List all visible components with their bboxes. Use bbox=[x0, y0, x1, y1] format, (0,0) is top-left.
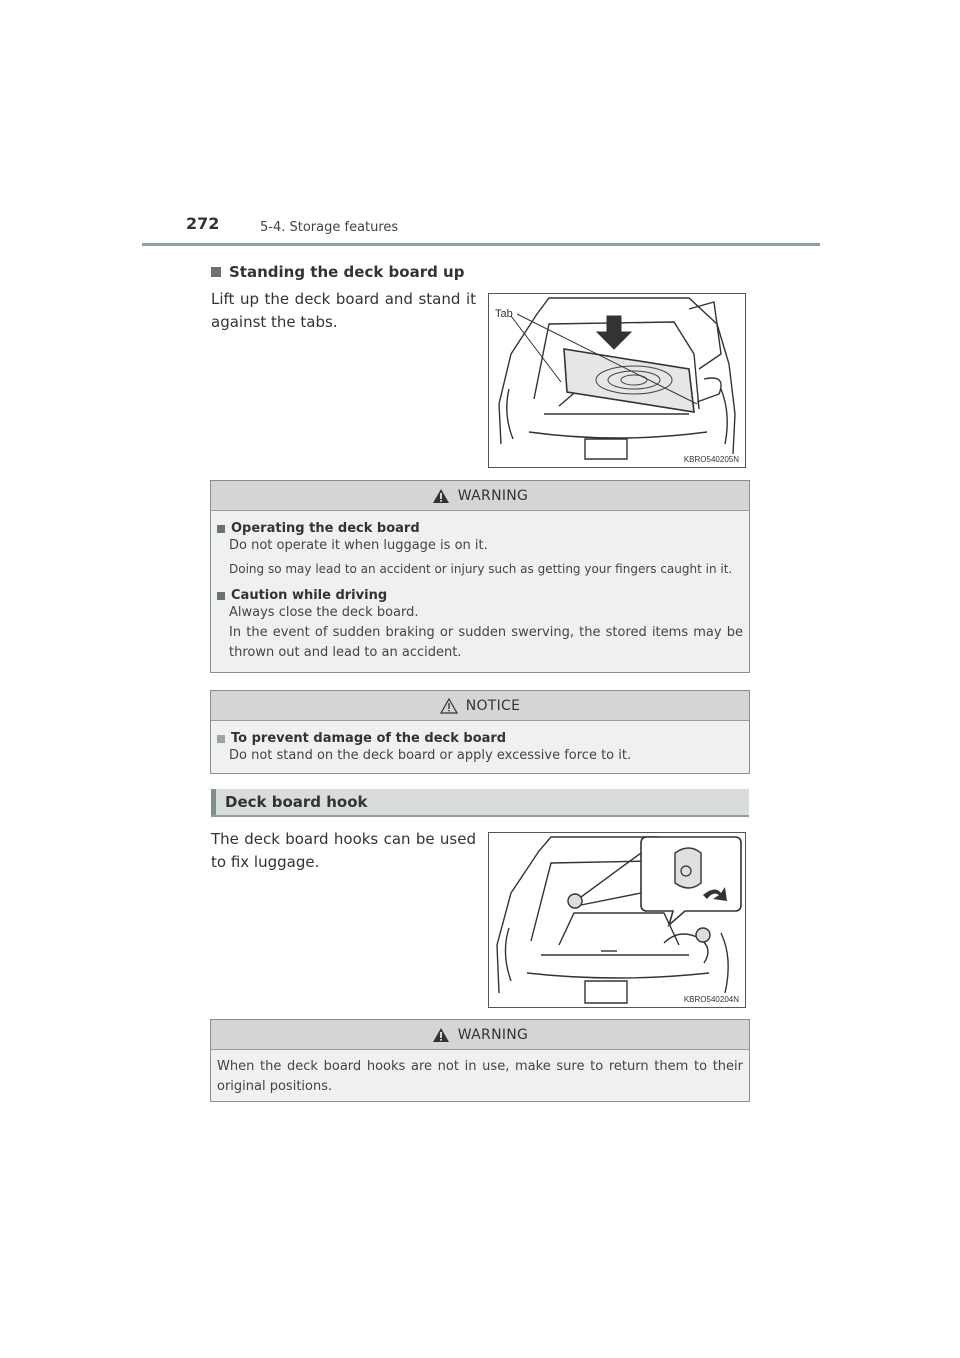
warning-box-deck-board bbox=[210, 480, 750, 673]
warning-text: When the deck board hooks are not in use, make sure to return them to their original positions. bbox=[217, 1059, 743, 1094]
trunk-hook-illustration bbox=[489, 833, 745, 1007]
warning-body bbox=[211, 511, 749, 669]
deck-hook-heading bbox=[211, 789, 749, 817]
caution-icon bbox=[440, 698, 458, 714]
deck-hook-heading-text: Deck board hook bbox=[225, 793, 368, 811]
notice-body bbox=[211, 721, 749, 772]
figure-deck-board-standing bbox=[488, 293, 746, 468]
notice-text: Do not stand on the deck board or apply excessive force to it. bbox=[229, 748, 632, 763]
figure-deck-board-hook bbox=[488, 832, 746, 1008]
warning-item-line: Do not operate it when luggage is on it. bbox=[229, 538, 488, 553]
car-trunk-illustration bbox=[489, 294, 745, 467]
heading-bar bbox=[211, 789, 216, 815]
warning-body bbox=[211, 1050, 749, 1103]
warning-icon bbox=[432, 1027, 450, 1043]
warning-box-deck-hook bbox=[210, 1019, 750, 1102]
notice-item-title: To prevent damage of the deck board bbox=[217, 731, 743, 746]
warning-header bbox=[211, 481, 749, 511]
standing-heading bbox=[211, 263, 464, 281]
section-title: 5-4. Storage features bbox=[260, 220, 399, 235]
notice-title: NOTICE bbox=[465, 697, 521, 714]
warning-header bbox=[211, 1020, 749, 1050]
deck-hook-text: The deck board hooks can be used to fix luggage. bbox=[211, 830, 476, 871]
header-rule bbox=[142, 243, 820, 246]
square-bullet-icon bbox=[217, 525, 225, 533]
figure-code: KBRO540204N bbox=[683, 995, 739, 1004]
tab-callout: Tab bbox=[495, 308, 513, 320]
standing-heading-text: Standing the deck board up bbox=[229, 263, 465, 281]
warning-item-title: Operating the deck board bbox=[217, 521, 743, 536]
warning-title: WARNING bbox=[457, 487, 529, 504]
warning-title: WARNING bbox=[457, 1026, 529, 1043]
warning-item-title: Caution while driving bbox=[217, 588, 743, 603]
square-bullet-icon bbox=[211, 267, 221, 277]
warning-item-line: Doing so may lead to an accident or injury such as getting your fingers caught in it. bbox=[229, 562, 733, 576]
square-bullet-icon bbox=[217, 592, 225, 600]
square-bullet-icon bbox=[217, 735, 225, 743]
page-number: 272 bbox=[186, 214, 220, 233]
notice-box bbox=[210, 690, 750, 774]
warning-item-line: Always close the deck board. bbox=[229, 605, 419, 620]
warning-icon bbox=[432, 488, 450, 504]
warning-item-line: In the event of sudden braking or sudden swerving, the stored items may be thrown out and lead to an accident. bbox=[229, 625, 743, 660]
figure-code: KBRO540205N bbox=[683, 455, 739, 464]
notice-header bbox=[211, 691, 749, 721]
standing-text: Lift up the deck board and stand it against the tabs. bbox=[211, 290, 476, 331]
